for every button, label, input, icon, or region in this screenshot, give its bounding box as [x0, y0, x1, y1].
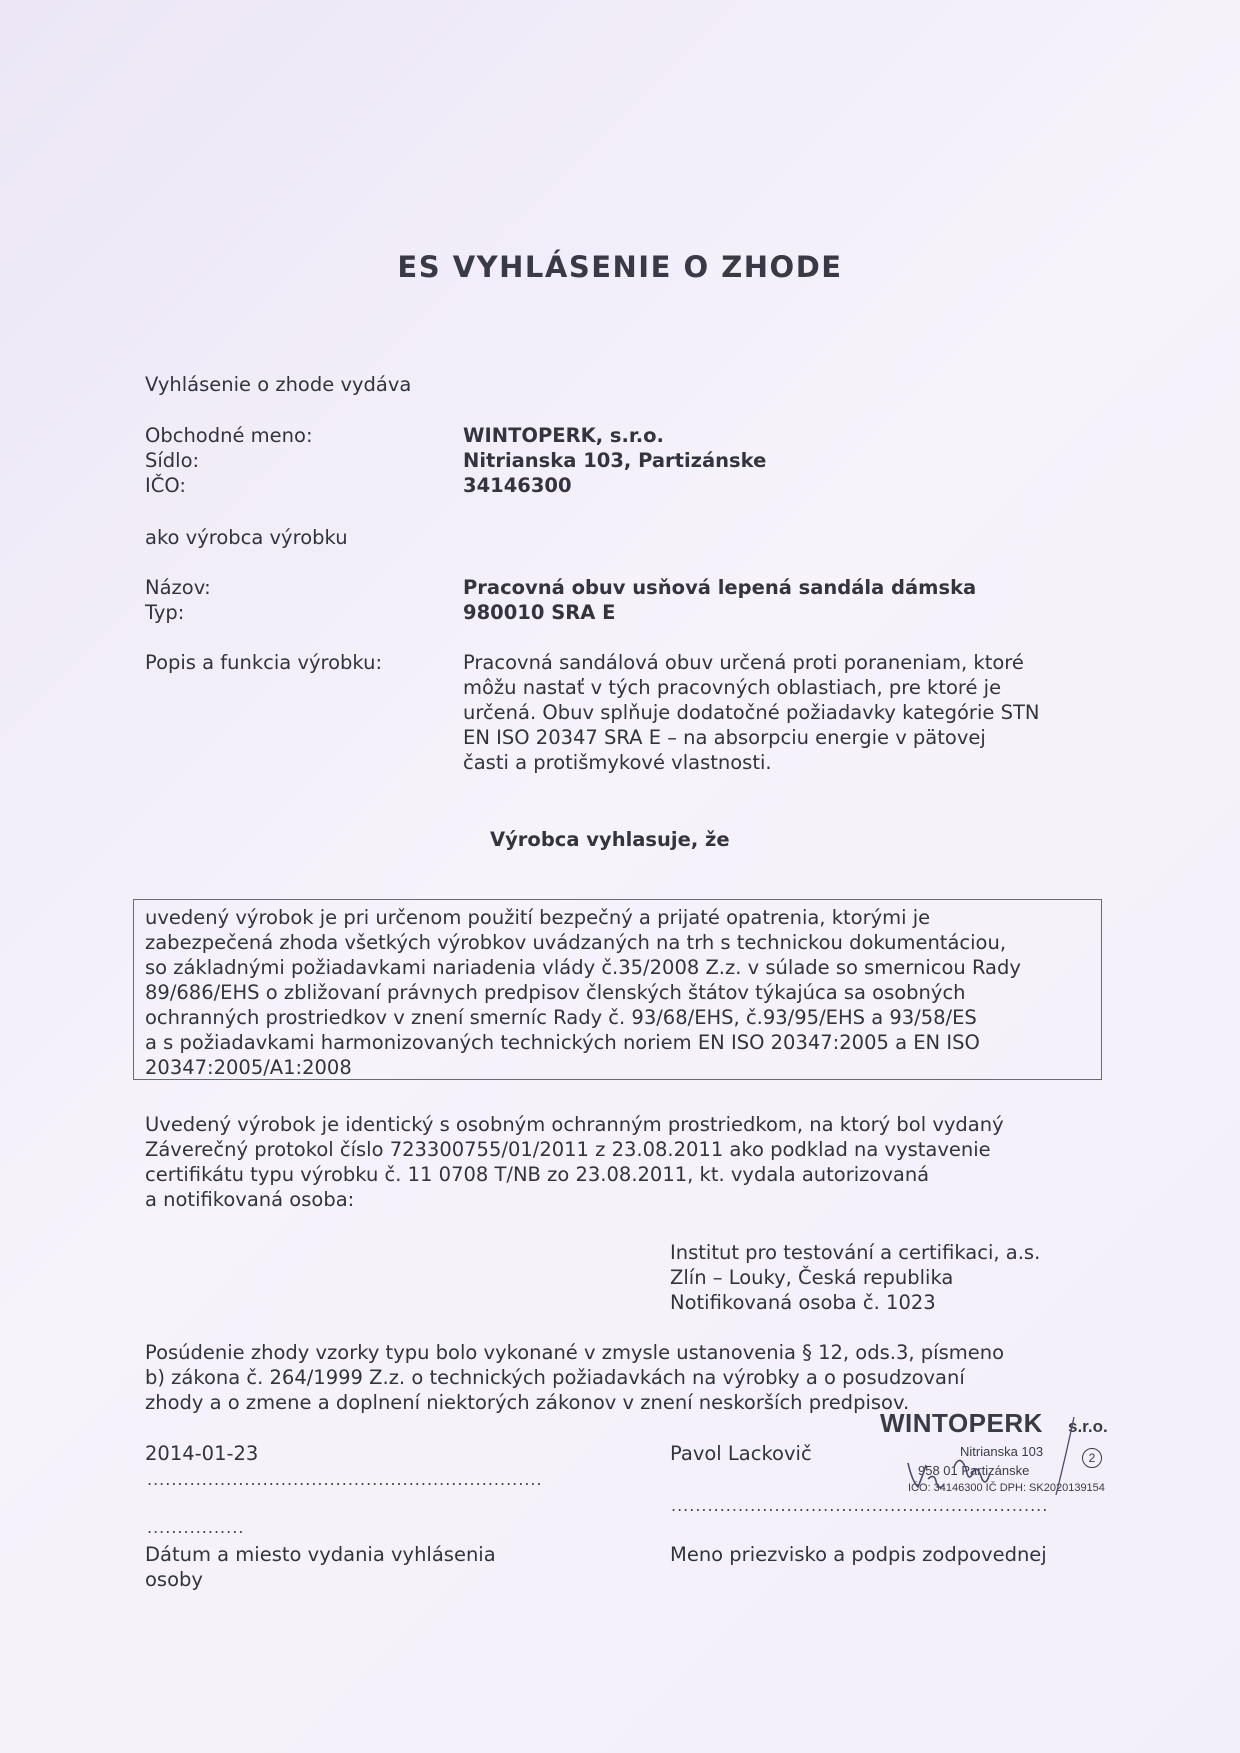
sign-caption: Meno priezvisko a podpis zodpovednej	[670, 1543, 1047, 1566]
company-ico-label: IČO:	[145, 474, 186, 497]
assessment-line: zhody a o zmene a doplnení niektorých zákonov v znení neskorších predpisov.	[145, 1391, 910, 1414]
declaration-line: 20347:2005/A1:2008	[145, 1056, 352, 1079]
assessment-line: b) zákona č. 264/1999 Z.z. o technických požiadavkách na výrobky a o posudzovaní	[145, 1366, 965, 1389]
place-dotted-line: ................	[147, 1518, 245, 1537]
stamp-number: 2	[1082, 1448, 1102, 1468]
declaration-text	[145, 905, 1021, 1080]
handwritten-signature	[860, 1395, 1110, 1505]
declaration-line: uvedený výrobok je pri určenom použití bezpečný a prijaté opatrenia, ktorými je	[145, 906, 931, 929]
product-desc	[463, 650, 1039, 775]
product-name: Pracovná obuv usňová lepená sandála dámska	[463, 576, 977, 599]
date-caption-line: osoby	[145, 1568, 203, 1591]
declares-heading: Výrobca vyhlasuje, že	[490, 828, 730, 851]
assessment-line: Posúdenie zhody vzorky typu bolo vykonané v zmysle ustanovenia § 12, ods.3, písmeno	[145, 1341, 1005, 1364]
company-name-label: Obchodné meno:	[145, 424, 313, 447]
identical-text	[145, 1112, 1004, 1212]
date-caption-line: Dátum a miesto vydania vyhlásenia	[145, 1543, 496, 1566]
stamp-city: 958 01 Partizánske	[918, 1463, 1030, 1478]
stamp-ids: IČO: 34146300 IČ DPH: SK2020139154	[908, 1482, 1105, 1494]
notified-body	[670, 1240, 1040, 1315]
product-desc-line: časti a protišmykové vlastnosti.	[463, 751, 772, 774]
declaration-line: zabezpečená zhoda všetkých výrobkov uvádzaných na trh s technickou dokumentáciou,	[145, 931, 1007, 954]
issuer-intro: Vyhlásenie o zhode vydáva	[145, 373, 412, 396]
product-desc-line: určená. Obuv splňuje dodatočné požiadavky kategórie STN	[463, 701, 1040, 724]
declaration-line: ochranných prostriedkov v znení smerníc Rady č. 93/68/EHS, č.93/95/EHS a 93/58/ES	[145, 1006, 977, 1029]
declaration-line: a s požiadavkami harmonizovaných technických noriem EN ISO 20347:2005 a EN ISO	[145, 1031, 980, 1054]
notified-body-line: Zlín – Louky, Česká republika	[670, 1266, 954, 1289]
stamp-sro: s.r.o.	[1068, 1417, 1108, 1436]
product-desc-line: EN ISO 20347 SRA E – na absorpciu energie v pätovej	[463, 726, 986, 749]
date-dotted-line: .................................................................	[147, 1470, 543, 1489]
declaration-line: so základnými požiadavkami nariadenia vlády č.35/2008 Z.z. v súlade so smernicou Rady	[145, 956, 1021, 979]
product-name-label: Názov:	[145, 576, 211, 599]
as-manufacturer: ako výrobca výrobku	[145, 526, 348, 549]
stamp-company-name: WINTOPERK	[880, 1408, 1043, 1438]
declaration-line: 89/686/EHS o zbližovaní právnych predpisov členských štátov týkajúca sa osobných	[145, 981, 966, 1004]
company-seat: Nitrianska 103, Partizánske	[463, 449, 767, 472]
identical-line: Záverečný protokol číslo 723300755/01/2011 z 23.08.2011 ako podklad na vystavenie	[145, 1138, 991, 1161]
product-type-label: Typ:	[145, 601, 185, 624]
notified-body-line: Notifikovaná osoba č. 1023	[670, 1291, 936, 1314]
issue-date: 2014-01-23	[145, 1442, 259, 1465]
signatory-name: Pavol Lackovič	[670, 1442, 812, 1465]
product-desc-line: môžu nastať v tých pracovných oblastiach, pre ktoré je	[463, 676, 1002, 699]
document-title: ES VYHLÁSENIE O ZHODE	[397, 250, 843, 284]
company-name: WINTOPERK, s.r.o.	[463, 424, 664, 447]
product-type: 980010 SRA E	[463, 601, 616, 624]
product-desc-line: Pracovná sandálová obuv určená proti poraneniam, ktoré	[463, 651, 1024, 674]
company-ico: 34146300	[463, 474, 572, 497]
signature-dotted-line: ..............................................................	[671, 1496, 1049, 1515]
identical-line: certifikátu typu výrobku č. 11 0708 T/NB zo 23.08.2011, kt. vydala autorizovaná	[145, 1163, 930, 1186]
company-seat-label: Sídlo:	[145, 449, 200, 472]
identical-line: Uvedený výrobok je identický s osobným ochranným prostriedkom, na ktorý bol vydaný	[145, 1113, 1004, 1136]
stamp-street: Nitrianska 103	[960, 1444, 1044, 1459]
identical-line: a notifikovaná osoba:	[145, 1188, 355, 1211]
notified-body-line: Institut pro testování a certifikaci, a.s.	[670, 1241, 1041, 1264]
date-caption	[145, 1542, 496, 1592]
product-desc-label: Popis a funkcia výrobku:	[145, 651, 383, 674]
